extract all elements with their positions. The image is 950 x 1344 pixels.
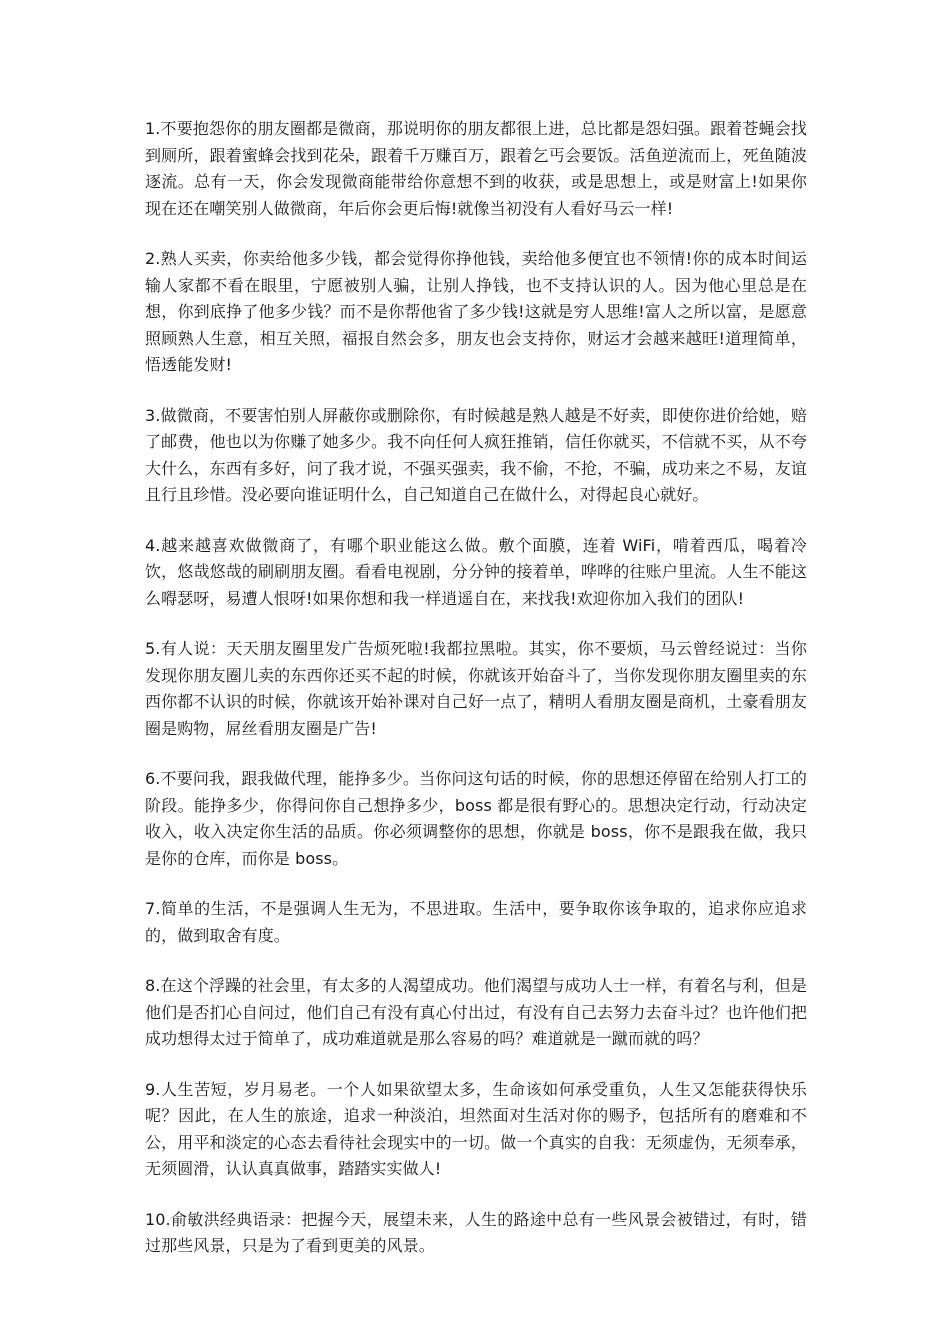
paragraph-2: 2.熟人买卖，你卖给他多少钱，都会觉得你挣他钱，卖给他多便宜也不领情!你的成本时间运输人家都不看在眼里，宁愿被别人骗，让别人挣钱，也不支持认识的人。因为他心里总是在想，你到底挣了他多少钱？而不是你帮他省了多少钱!这就是穷人思维!富人之所以富，是愿意照顾熟人生意，相互关照，福报自然会多，朋友也会支持你，财运才会越来越旺!道理简单，悟透能发财!: [145, 249, 807, 374]
paragraph-8: 8.在这个浮躁的社会里，有太多的人渴望成功。他们渴望与成功人士一样，有着名与利，但是他们是否扪心自问过，他们自己有没有真心付出过，有没有自己去努力去奋斗过？也许他们把成功想得太过于简单了，成功难道就是那么容易的吗？难道就是一蹴而就的吗？: [145, 976, 807, 1048]
paragraph-9: 9.人生苦短，岁月易老。一个人如果欲望太多，生命该如何承受重负，人生又怎能获得快乐呢？因此，在人生的旅途，追求一种淡泊，坦然面对生活对你的赐予，包括所有的磨难和不公，用平和淡定的心态去看待社会现实中的一切。做一个真实的自我：无须虚伪，无须奉承，无须圆滑，认认真真做事，踏踏实实做人!: [145, 1079, 807, 1178]
paragraph-3: 3.做微商，不要害怕别人屏蔽你或删除你，有时候越是熟人越是不好卖，即使你进价给她，赔了邮费，他也以为你赚了她多少。我不向任何人疯狂推销，信任你就买，不信就不买，从不夸大什么，东西有多好，问了我才说，不强买强卖，我不偷，不抢，不骗，成功来之不易，友谊且行且珍惜。没必要向谁证明什么，自己知道自己在做什么，对得起良心就好。: [145, 405, 807, 504]
paragraph-7: 7.简单的生活，不是强调人生无为，不思进取。生活中，要争取你该争取的，追求你应追求的，做到取舍有度。: [145, 899, 807, 945]
paragraph-4: 4.越来越喜欢做微商了，有哪个职业能这么做。敷个面膜，连着 WiFi，啃着西瓜，喝着冷饮，悠哉悠哉的刷刷朋友圈。看看电视剧，分分钟的接着单，哗哗的往账户里流。人生不能这么嘚瑟呀，易遭人恨呀!如果你想和我一样逍遥自在，来找我!欢迎你加入我们的团队!: [145, 535, 807, 608]
document-body: [145, 116, 807, 1284]
paragraph-5: 5.有人说：天天朋友圈里发广告烦死啦!我都拉黑啦。其实，你不要烦，马云曾经说过：当你发现你朋友圈儿卖的东西你还买不起的时候，你就该开始奋斗了，当你发现你朋友圈里卖的东西你都不认识的时候，你就该开始补课对自己好一点了，精明人看朋友圈是商机，土豪看朋友圈是购物，屌丝看朋友圈是广告!: [145, 639, 807, 738]
paragraph-6: 6.不要问我，跟我做代理，能挣多少。当你问这句话的时候，你的思想还停留在给别人打工的阶段。能挣多少，你得问你自己想挣多少，boss 都是很有野心的。思想决定行动，行动决定收入，收入决定你生活的品质。你必须调整你的思想，你就是 boss，你不是跟我在做，我只是你的仓库，而你是 boss。: [145, 769, 807, 868]
paragraph-10: 10.俞敏洪经典语录：把握今天，展望未来，人生的路途中总有一些风景会被错过，有时，错过那些风景，只是为了看到更美的风景。: [145, 1209, 807, 1255]
paragraph-1: 1.不要抱怨你的朋友圈都是微商，那说明你的朋友都很上进，总比都是怨妇强。跟着苍蝇会找到厕所，跟着蜜蜂会找到花朵，跟着千万赚百万，跟着乞丐会要饭。活鱼逆流而上，死鱼随波逐流。总有一天，你会发现微商能带给你意想不到的收获，或是思想上，或是财富上!如果你现在还在嘲笑别人做微商，年后你会更后悔!就像当初没有人看好马云一样!: [145, 119, 807, 218]
